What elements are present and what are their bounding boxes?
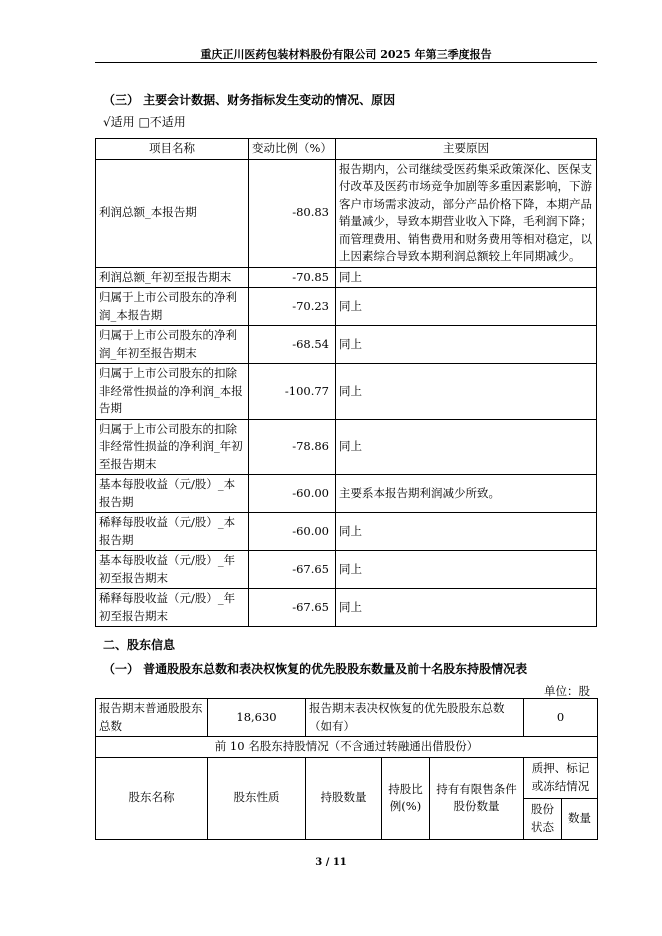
row-name: 基本每股收益（元/股）_年初至报告期末 [96, 551, 249, 589]
applicable-checkbox-label: √适用 □不适用 [103, 115, 186, 129]
row-ratio: -80.83 [249, 159, 336, 267]
row-ratio: -70.85 [249, 267, 336, 288]
col-holder-nature: 股东性质 [208, 757, 306, 839]
preferred-holders-value: 0 [524, 699, 598, 737]
row-reason: 同上 [336, 513, 597, 551]
page-header-title: 重庆正川医药包装材料股份有限公司 2025 年第三季度报告 [200, 48, 492, 61]
row-ratio: -68.54 [249, 326, 336, 364]
row-name: 归属于上市公司股东的净利润_年初至报告期末 [96, 326, 249, 364]
change-table [95, 138, 597, 627]
row-reason: 同上 [336, 288, 597, 326]
row-name: 归属于上市公司股东的扣除非经常性损益的净利润_年初至报告期末 [96, 419, 249, 475]
row-reason: 同上 [336, 551, 597, 589]
table-row [96, 419, 597, 475]
row-name: 归属于上市公司股东的净利润_本报告期 [96, 288, 249, 326]
col-share-status: 股份状态 [524, 798, 562, 839]
col-holding-qty: 持股数量 [306, 757, 382, 839]
row-reason: 同上 [336, 364, 597, 420]
row-name: 基本每股收益（元/股）_本报告期 [96, 475, 249, 513]
shareholder-table [95, 698, 598, 840]
header-main-reason: 主要原因 [336, 139, 597, 160]
row-reason: 同上 [336, 589, 597, 627]
row-name: 利润总额_年初至报告期末 [96, 267, 249, 288]
col-holding-ratio: 持股比例(%) [382, 757, 430, 839]
row-ratio: -60.00 [249, 475, 336, 513]
header-divider [95, 62, 597, 63]
col-share-count: 数量 [562, 798, 598, 839]
preferred-holders-label: 报告期末表决权恢复的优先股股东总数（如有） [306, 699, 524, 737]
shareholder-total-row [96, 699, 598, 737]
table-row [96, 475, 597, 513]
row-ratio: -100.77 [249, 364, 336, 420]
table-row [96, 589, 597, 627]
row-reason: 同上 [336, 419, 597, 475]
section-3-heading: （三） 主要会计数据、财务指标发生变动的情况、原因 [103, 93, 396, 107]
total-holders-label: 报告期末普通股股东总数 [96, 699, 208, 737]
row-name: 稀释每股收益（元/股）_年初至报告期末 [96, 589, 249, 627]
row-name: 利润总额_本报告期 [96, 159, 249, 267]
top10-title-row [96, 737, 598, 758]
table-row [96, 267, 597, 288]
row-reason: 同上 [336, 267, 597, 288]
row-reason: 同上 [336, 326, 597, 364]
header-change-ratio: 变动比例（%） [249, 139, 336, 160]
table-row [96, 288, 597, 326]
change-table-header-row [96, 139, 597, 160]
table-row [96, 551, 597, 589]
row-name: 稀释每股收益（元/股）_本报告期 [96, 513, 249, 551]
table-row [96, 326, 597, 364]
top10-title: 前 10 名股东持股情况（不含通过转融通出借股份） [96, 737, 598, 758]
section-2-heading: 二、股东信息 [103, 638, 176, 652]
col-holder-name: 股东名称 [96, 757, 208, 839]
row-ratio: -67.65 [249, 589, 336, 627]
col-restricted-shares: 持有有限售条件股份数量 [430, 757, 524, 839]
col-pledge-status: 质押、标记或冻结情况 [524, 757, 598, 798]
page-number: 3 / 11 [315, 857, 347, 868]
table-row [96, 159, 597, 267]
total-holders-value: 18,630 [208, 699, 306, 737]
table-row [96, 513, 597, 551]
table-row [96, 364, 597, 420]
row-name: 归属于上市公司股东的扣除非经常性损益的净利润_本报告期 [96, 364, 249, 420]
row-ratio: -70.23 [249, 288, 336, 326]
header-item-name: 项目名称 [96, 139, 249, 160]
row-ratio: -78.86 [249, 419, 336, 475]
row-ratio: -67.65 [249, 551, 336, 589]
row-ratio: -60.00 [249, 513, 336, 551]
shareholder-subheading: （一） 普通股股东总数和表决权恢复的优先股股东数量及前十名股东持股情况表 [103, 662, 528, 676]
row-reason: 主要系本报告期利润减少所致。 [336, 475, 597, 513]
column-header-row [96, 757, 598, 798]
row-reason: 报告期内，公司继续受医药集采政策深化、医保支付改革及医药市场竞争加剧等多重因素影响，下游客户市场需求波动，部分产品价格下降，本期产品销量减少，导致本期营业收入下降，毛利润下降；而管理费用、销售费用和财务费用等相对稳定，以上因素综合导致本期利润总额较上年同期减少。 [336, 159, 597, 267]
unit-label: 单位：股 [544, 684, 590, 698]
